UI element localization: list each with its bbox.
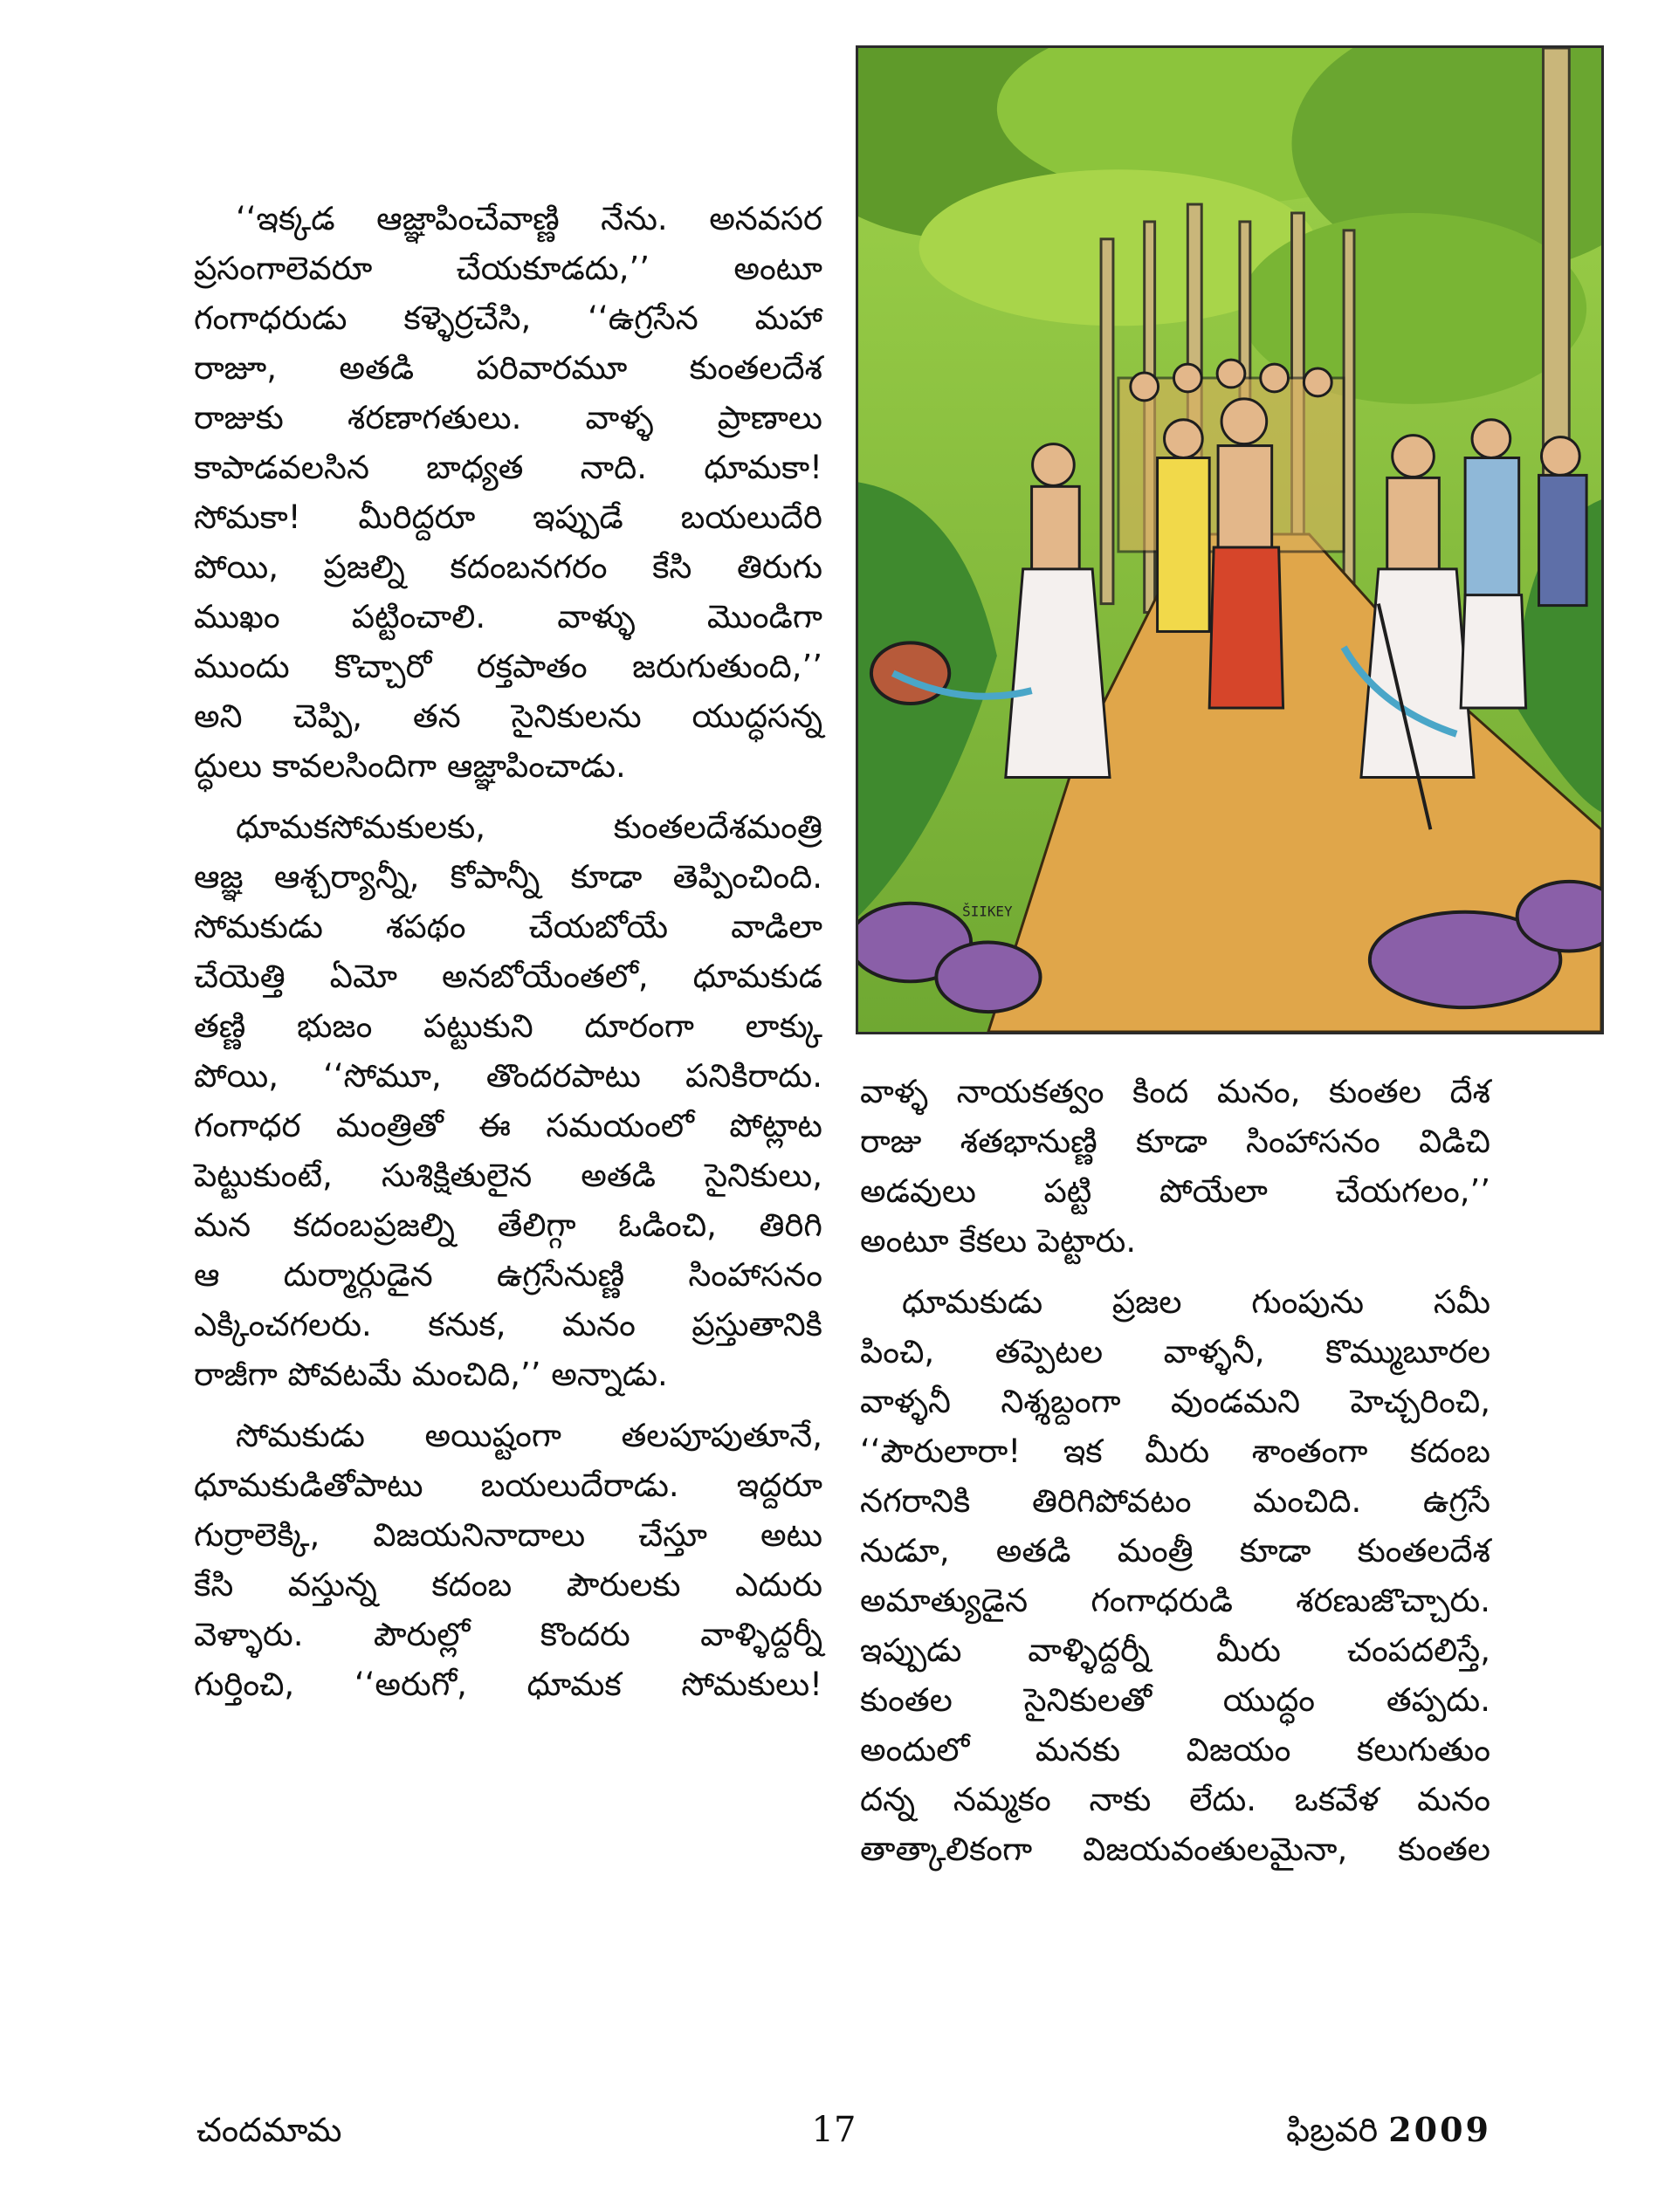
text-line: అందులో మనకు విజయం కలుగుతుం (860, 1731, 1490, 1769)
text-line: గుర్తించి, ‘‘అరుగో, ధూమక సోమకులు! (194, 1666, 822, 1703)
text-line: ధూమకుడితోపాటు బయలుదేరాడు. ఇద్దరూ (194, 1467, 822, 1504)
text-line: రాజుకు శరణాగతులు. వాళ్ళ ప్రాణాలు (194, 399, 822, 436)
text-line: కేసి వస్తున్న కదంబ పౌరులకు ఎదురు (194, 1566, 822, 1604)
text-line: సోమకుడు అయిష్టంగా తలపూపుతూనే, (236, 1417, 822, 1454)
text-line: ఎక్కించగలరు. కనుక, మనం ప్రస్తుతానికి (194, 1306, 822, 1343)
magazine-name: చందమామ (196, 2111, 342, 2149)
text-line: రాజీగా పోవటమే మంచిది,’’ అన్నాడు. (194, 1356, 668, 1393)
text-line: కాపాడవలసిన బాధ్యత నాది. ధూమకా! (194, 449, 822, 486)
paragraph (194, 1411, 822, 1709)
text-line: గుర్రాలెక్కి, విజయనినాదాలు చేస్తూ అటు (194, 1516, 822, 1554)
story-illustration (856, 45, 1604, 1034)
right-column (860, 1067, 1490, 1874)
text-line: అని చెప్పి, తన సైనికులను యుద్ధసన్న (194, 697, 822, 735)
text-line: ధూమకసోమకులకు, కుంతలదేశమంత్రి (236, 808, 822, 846)
text-line: అంటూ కేకలు పెట్టారు. (860, 1222, 1137, 1260)
text-line: ‘‘పౌరులారా! ఇక మీరు శాంతంగా కదంబ (860, 1432, 1490, 1470)
text-line: అమాత్యుడైన గంగాధరుడి శరణుజొచ్చారు. (860, 1582, 1490, 1619)
text-line: ఆజ్ఞ ఆశ్చర్యాన్నీ, కోపాన్నీ కూడా తెప్పించింది. (194, 858, 822, 896)
text-line: తాత్కాలికంగా విజయవంతులమైనా, కుంతల (860, 1831, 1490, 1868)
issue-year: 2009 (1388, 2110, 1491, 2149)
text-line: గంగాధర మంత్రితో ఈ సమయంలో పోట్లాట (194, 1107, 822, 1144)
text-line: పెట్టుకుంటే, సుశిక్షితులైన అతడి సైనికులు, (194, 1157, 822, 1194)
text-line: నగరానికి తిరిగిపోవటం మంచిది. ఉగ్రసే (860, 1482, 1490, 1520)
text-line: రాజూ, అతడి పరివారమూ కుంతలదేశ (194, 349, 822, 387)
text-line: ముఖం పట్టించాలి. వాళ్ళు మొండిగా (194, 598, 822, 635)
text-line: వెళ్ళారు. పౌరుల్లో కొందరు వాళ్ళిద్దర్నీ (194, 1616, 822, 1653)
text-line: గంగాధరుడు కళ్ళెర్రచేసి, ‘‘ఉగ్రసేన మహా (194, 299, 822, 337)
text-line: అడవులు పట్టి పోయేలా చేయగలం,’’ (860, 1172, 1490, 1210)
paragraph-gap (194, 791, 822, 802)
text-line: సోమకుడు శపథం చేయబోయే వాడిలా (194, 908, 822, 945)
text-line: ధూమకుడు ప్రజల గుంపును సమీ (902, 1283, 1490, 1321)
text-line: చేయెత్తి ఏమో అనబోయేంతలో, ధూమకుడ (194, 958, 822, 995)
text-line: వాళ్ళనీ నిశ్శబ్దంగా వుండమని హెచ్చరించి, (860, 1383, 1490, 1420)
text-line: పోయి, ప్రజల్ని కదంబనగరం కేసి తిరుగు (194, 548, 822, 586)
text-line: ‘‘ఇక్కడ ఆజ్ఞాపించేవాణ్ణి నేను. అనవసర (236, 200, 822, 237)
text-line: పోయి, ‘‘సోమూ, తొందరపాటు పనికిరాదు. (194, 1057, 822, 1095)
text-line: కుంతల సైనికులతో యుద్ధం తప్పదు. (860, 1681, 1490, 1719)
paragraph (194, 194, 822, 791)
text-line: ఇప్పుడు వాళ్ళిద్దర్నీ మీరు చంపదలిస్తే, (860, 1632, 1490, 1669)
issue-date (1247, 2104, 1491, 2156)
issue-month: ఫిబ్రవరి (1286, 2111, 1379, 2149)
paragraph (860, 1067, 1490, 1266)
text-line: రాజు శతభానుణ్ణి కూడా సింహాసనం విడిచి (860, 1123, 1490, 1160)
text-line: పించి, తప్పెటల వాళ్ళనీ, కొమ్ముబూరల (860, 1333, 1490, 1370)
text-line: సోమకా! మీరిద్దరూ ఇప్పుడే బయలుదేరి (194, 498, 822, 536)
text-line: ప్రసంగాలెవరూ చేయకూడదు,’’ అంటూ (194, 250, 822, 287)
text-line: ద్ధులు కావలసిందిగా ఆజ్ఞాపించాడు. (194, 747, 626, 785)
paragraph-gap (194, 1399, 822, 1411)
left-column (194, 194, 822, 1709)
paragraph (860, 1277, 1490, 1874)
paragraph (194, 802, 822, 1399)
paragraph-gap (860, 1266, 1490, 1277)
forest-procession-image (858, 48, 1601, 1032)
text-line: తణ్ణి భుజం పట్టుకుని దూరంగా లాక్కు (194, 1007, 822, 1045)
page-number: 17 (811, 2110, 857, 2150)
text-line: వాళ్ళ నాయకత్వం కింద మనం, కుంతల దేశ (860, 1073, 1490, 1110)
text-line: దన్న నమ్మకం నాకు లేదు. ఒకవేళ మనం (860, 1781, 1490, 1818)
text-line: ముందు కొచ్చారో రక్తపాతం జరుగుతుంది,’’ (194, 648, 822, 685)
artist-signature: ŠIIKEY (962, 903, 1013, 920)
text-line: మన కదంబప్రజల్ని తేలిగ్గా ఓడించి, తిరిగి (194, 1206, 822, 1244)
text-line: నుడూ, అతడి మంత్రీ కూడా కుంతలదేశ (860, 1532, 1490, 1570)
text-line: ఆ దుర్మార్గుడైన ఉగ్రసేనుణ్ణి సింహాసనం (194, 1256, 822, 1294)
